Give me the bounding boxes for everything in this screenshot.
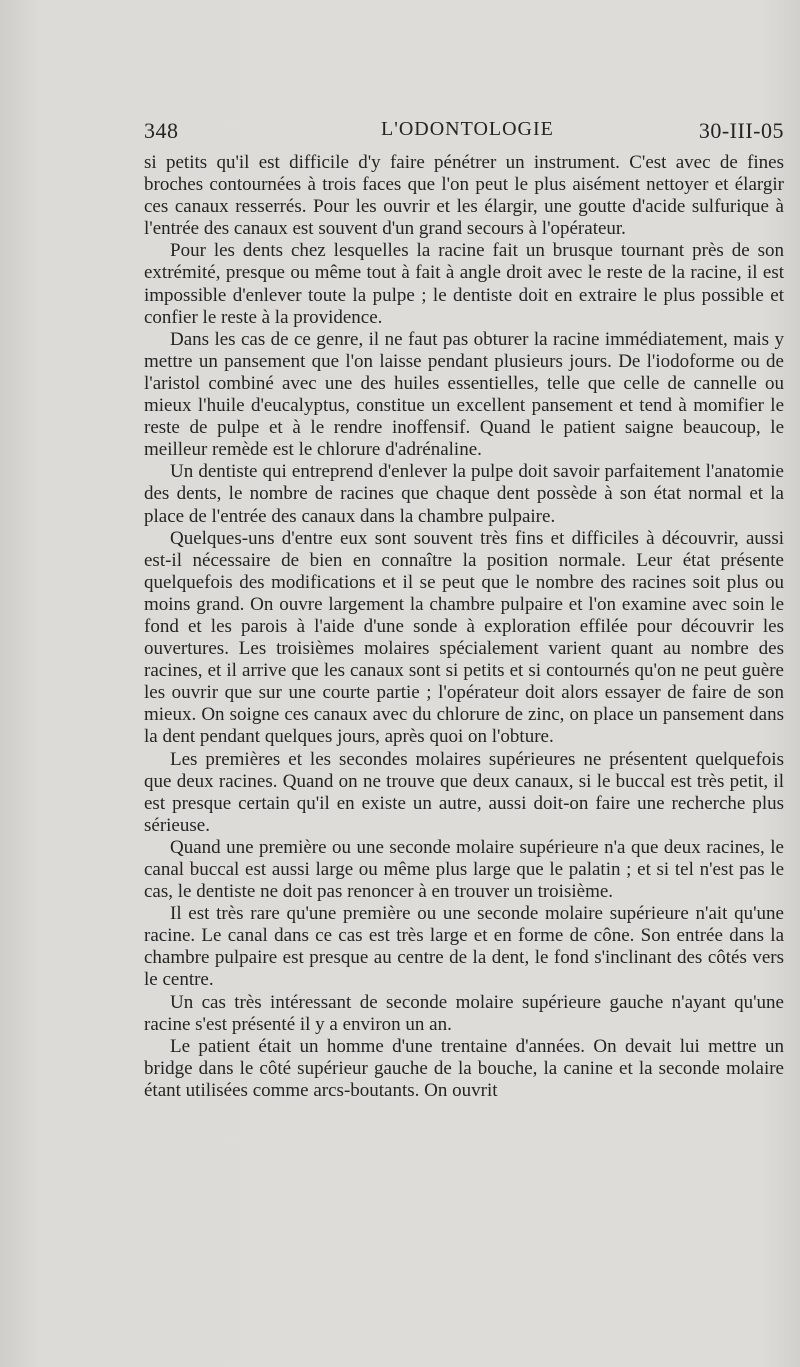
page-number: 348	[144, 118, 179, 143]
running-header	[144, 118, 784, 148]
issue-date: 30-III-05	[698, 118, 784, 143]
paragraph: si petits qu'il est difficile d'y faire pénétrer un instrument. C'est avec de fines broches contournées à trois faces que l'on peut le plus aisément nettoyer et élargir ces canaux resserrés. Pour les ouvrir et les élargir, une goutte d'acide sulfurique à l'entrée des canaux est souvent d'un grand secours à l'opérateur.	[144, 152, 784, 240]
paragraph: Un dentiste qui entreprend d'enlever la pulpe doit savoir parfaitement l'anatomie des dents, le nombre de racines que chaque dent possède à son état normal et la place de l'entrée des canaux dans la chambre pulpaire.	[144, 461, 784, 527]
paragraph: Les premières et les secondes molaires supérieures ne présentent quelquefois que deux racines. Quand on ne trouve que deux canaux, si le buccal est très petit, il est presque certain qu'il en existe un autre, aussi doit-on faire une recherche plus sérieuse.	[144, 748, 784, 836]
paragraph: Pour les dents chez lesquelles la racine fait un brusque tournant près de son extrémité, presque ou même tout à fait à angle droit avec le reste de la racine, il est impossible d'enlever toute la pulpe ; le dentiste doit en extraire le plus possible et confier le reste à la providence.	[144, 240, 784, 328]
paragraph: Un cas très intéressant de seconde molaire supérieure gauche n'ayant qu'une racine s'est présenté il y a environ un an.	[144, 991, 784, 1035]
paragraph: Dans les cas de ce genre, il ne faut pas obturer la racine immédiatement, mais y mettre un pansement que l'on laisse pendant plusieurs jours. De l'iodoforme ou de l'aristol combiné avec une des huiles essentielles, telle que celle de cannelle ou mieux l'huile d'eucalyptus, constitue un excellent pansement et tend à momifier le reste de pulpe et à le rendre inoffensif. Quand le patient saigne beaucoup, le meilleur remède est le chlorure d'adrénaline.	[144, 328, 784, 461]
body-text	[144, 152, 784, 1102]
paragraph: Quand une première ou une seconde molaire supérieure n'a que deux racines, le canal buccal est aussi large ou même plus large que le palatin ; et si tel n'est pas le cas, le dentiste ne doit pas renoncer à en trouver un troisième.	[144, 836, 784, 903]
paragraph: Quelques-uns d'entre eux sont souvent très fins et difficiles à découvrir, aussi est-il nécessaire de bien en connaître la position normale. Leur état présente quelquefois des modifications et il se peut que le nombre des racines soit plus ou moins grand. On ouvre largement la chambre pulpaire et l'on examine avec soin le fond et les parois à l'aide d'une sonde à exploration effilée pour découvrir les ouvertures. Les troisièmes molaires spécialement varient quant au nombre des racines, et il arrive que les canaux sont si petits et si contournés qu'on ne peut guère les ouvrir que sur une courte partie ; l'opérateur doit alors essayer de faire de son mieux. On soigne ces canaux avec du chlorure de zinc, on place un pansement dans la dent pendant quelques jours, après quoi on l'obture.	[144, 527, 784, 748]
paragraph: Le patient était un homme d'une trentaine d'années. On devait lui mettre un bridge dans le côté supérieur gauche de la bouche, la canine et la seconde molaire étant utilisées comme arcs-boutants. On ouvrit	[144, 1035, 784, 1101]
journal-title: L'ODONTOLOGIE	[381, 118, 554, 140]
paragraph: Il est très rare qu'une première ou une seconde molaire supérieure n'ait qu'une racine. Le canal dans ce cas est très large et en forme de cône. Son entrée dans la chambre pulpaire est presque au centre de la dent, le fond s'inclinant des côtés vers le centre.	[144, 903, 784, 991]
